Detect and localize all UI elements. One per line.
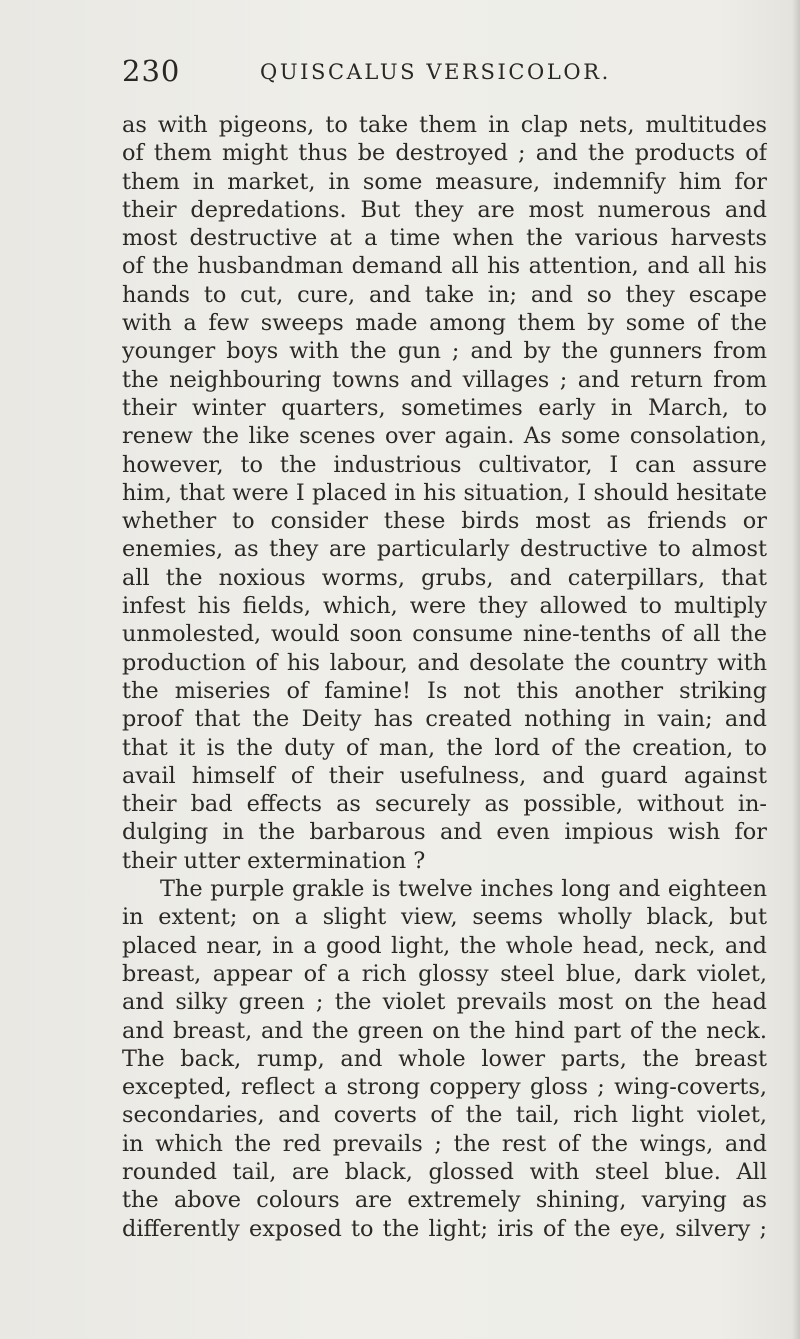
text-line: the neighbouring towns and villages ; and return from [122, 366, 767, 393]
text-line: The back, rump, and whole lower parts, the breast [122, 1045, 767, 1072]
paragraph-end-line: their utter extermination ? [122, 847, 426, 874]
text-line: that it is the duty of man, the lord of the creation, to [122, 734, 767, 761]
paragraph-start-line: The purple grakle is twelve inches long and eighteen [160, 876, 767, 903]
text-line: all the noxious worms, grubs, and caterpillars, that [122, 564, 767, 591]
text-line: in which the red prevails ; the rest of the wings, and [122, 1130, 767, 1157]
page-edge-shadow [792, 0, 800, 1339]
text-line: unmolested, would soon consume nine-tenths of all the [122, 621, 767, 648]
text-line: differently exposed to the light; iris of the eye, silvery ; [122, 1215, 767, 1242]
text-line: proof that the Deity has created nothing in vain; and [122, 706, 767, 733]
text-line: their winter quarters, sometimes early in March, to [122, 394, 767, 421]
text-line: of the husbandman demand all his attention, and all his [122, 253, 767, 280]
running-head: QUISCALUS VERSICOLOR. [260, 60, 611, 84]
text-line: enemies, as they are particularly destructive to almost [122, 536, 767, 563]
text-line: however, to the industrious cultivator, I can assure [122, 451, 767, 478]
text-line: in extent; on a slight view, seems wholly black, but [122, 904, 767, 931]
text-line: with a few sweeps made among them by some of the [122, 310, 767, 337]
text-line: them in market, in some measure, indemnify him for [122, 168, 767, 195]
text-line: him, that were I placed in his situation, I should hesitate [122, 479, 767, 506]
text-line: the above colours are extremely shining, varying as [122, 1187, 767, 1214]
text-line: the miseries of famine! Is not this another striking [122, 677, 767, 704]
page-header [122, 54, 762, 90]
text-line: their depredations. But they are most numerous and [122, 196, 767, 223]
text-line: rounded tail, are black, glossed with steel blue. All [122, 1158, 767, 1185]
text-line: secondaries, and coverts of the tail, rich light violet, [122, 1102, 767, 1129]
text-line: avail himself of their usefulness, and guard against [122, 762, 767, 789]
text-line: breast, appear of a rich glossy steel blue, dark violet, [122, 960, 767, 987]
text-line: their bad effects as securely as possible, without in- [122, 791, 767, 818]
text-line: most destructive at a time when the various harvests [122, 225, 767, 252]
text-line: as with pigeons, to take them in clap nets, multitudes [122, 112, 767, 138]
text-line: infest his fields, which, were they allowed to multiply [122, 593, 767, 620]
text-line: production of his labour, and desolate the country with [122, 649, 767, 676]
text-line: placed near, in a good light, the whole head, neck, and [122, 932, 767, 959]
text-line: renew the like scenes over again. As some consolation, [122, 423, 767, 450]
page-number: 230 [122, 54, 181, 88]
text-line: dulging in the barbarous and even impious wish for [122, 819, 767, 846]
text-line: younger boys with the gun ; and by the gunners from [122, 338, 767, 365]
text-line: hands to cut, cure, and take in; and so they escape [122, 281, 767, 308]
body-text [122, 111, 767, 1243]
text-line: whether to consider these birds most as friends or [122, 508, 767, 535]
text-line: excepted, reflect a strong coppery gloss ; wing-coverts, [122, 1074, 767, 1101]
text-line: and breast, and the green on the hind part of the neck. [122, 1017, 767, 1044]
text-line: of them might thus be destroyed ; and the products of [122, 140, 767, 167]
text-line: and silky green ; the violet prevails most on the head [122, 989, 767, 1016]
